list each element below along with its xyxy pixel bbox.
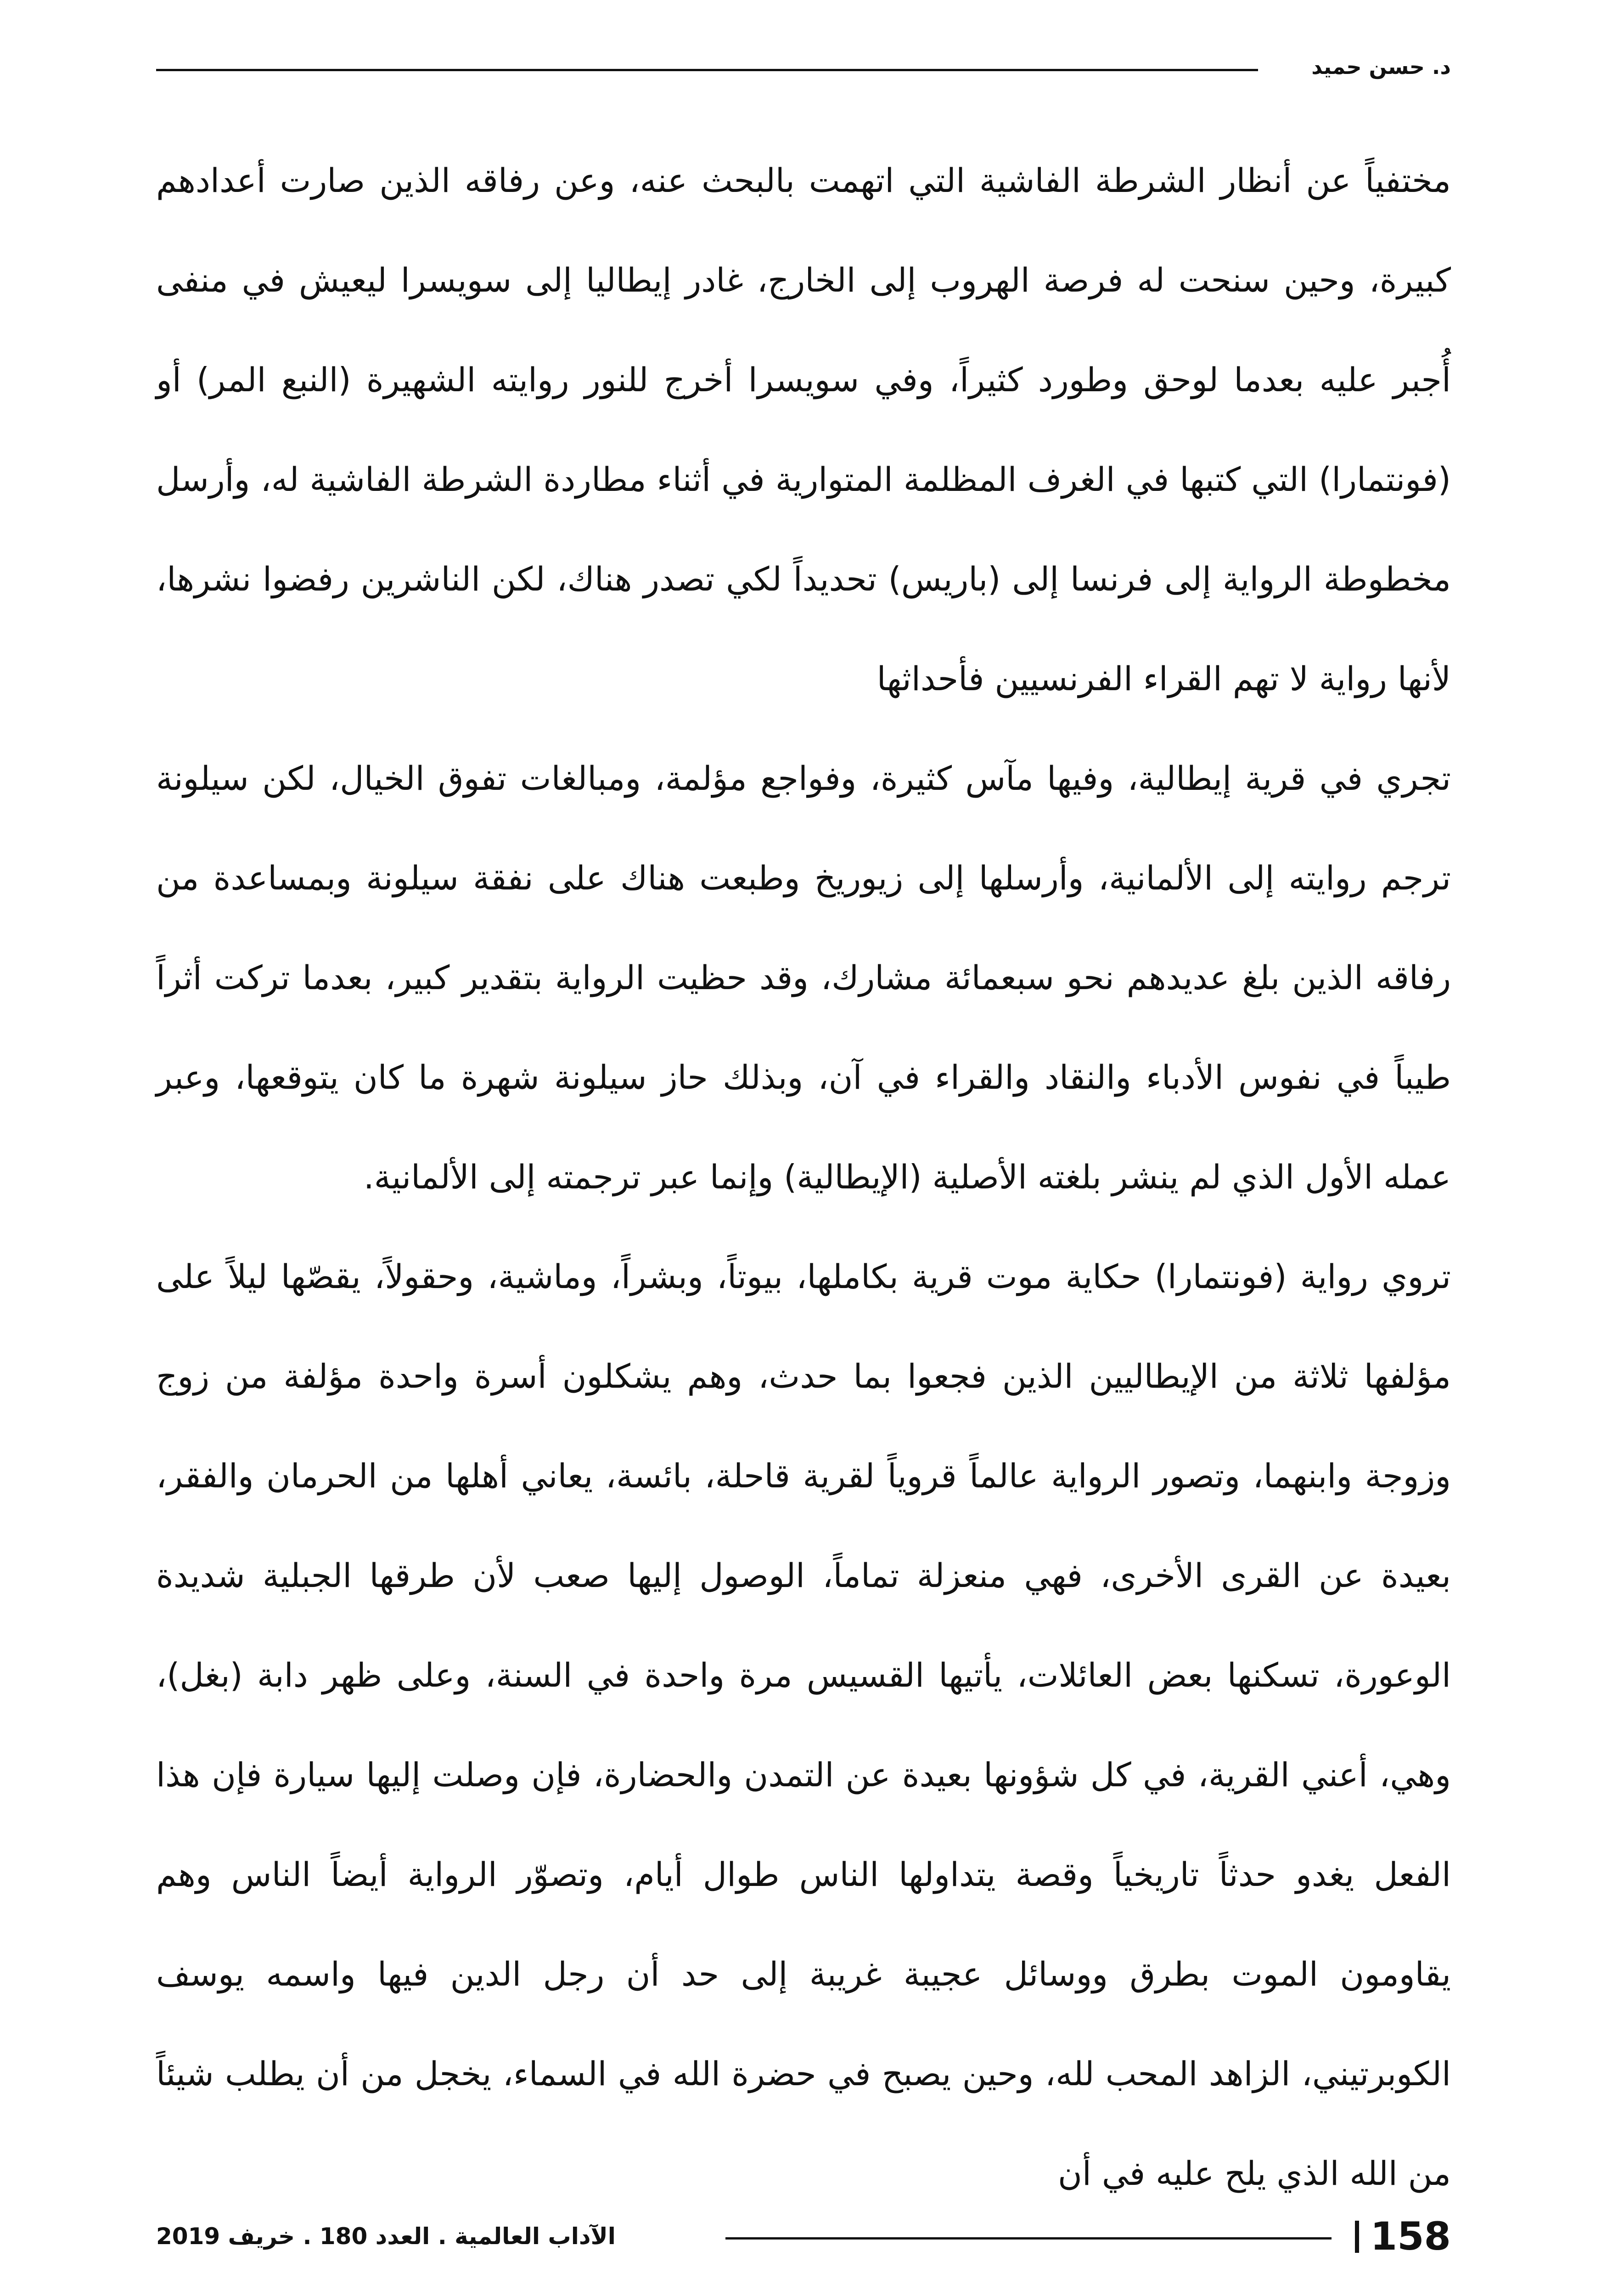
page-footer xyxy=(156,2213,1451,2259)
page-header xyxy=(156,51,1451,83)
header-rule xyxy=(156,69,1258,71)
journal-issue-info: الآداب العالمية . العدد 180 . خريف 2019 xyxy=(156,2223,616,2250)
paragraph-3: تروي رواية (فونتمارا) حكاية موت قرية بكاملها، بيوتاً، وبشراً، وماشية، وحقولاً، يقصّها ليلاً على مؤلفها ثلاثة من الإيطاليين الذين فجعوا بما حدث، وهم يشكلون أسرة واحدة مؤلفة من زوج وزوجة وابنهما، وتصور الرواية عالماً قروياً لقرية قاحلة، بائسة، يعاني أهلها من الحرمان والفقر، بعيدة عن القرى الأخرى، فهي منعزلة تماماً، الوصول إليها صعب لأن طرقها الجبلية شديدة الوعورة، تسكنها بعض العائلات، يأتيها القسيس مرة واحدة في السنة، وعلى ظهر دابة (بغل)، وهي، أعني القرية، في كل شؤونها بعيدة عن التمدن والحضارة، فإن وصلت إليها سيارة فإن هذا الفعل يغدو حدثاً تاريخياً وقصة يتداولها الناس طوال أيام، وتصوّر الرواية أيضاً الناس وهم يقاومون الموت بطرق ووسائل عجيبة غريبة إلى حد أن رجل الدين فيها واسمه يوسف الكوبرتيني، الزاهد المحب لله، وحين يصبح في حضرة الله في السماء، يخجل من أن يطلب شيئاً من الله الذي يلح عليه في أن xyxy=(156,1257,1451,2193)
page-number-divider xyxy=(1355,2221,1359,2253)
article-body xyxy=(156,131,1451,2223)
paragraph-1: مختفياً عن أنظار الشرطة الفاشية التي اتهمت بالبحث عنه، وعن رفاقه الذين صارت أعدادهم كبيرة، وحين سنحت له فرصة الهروب إلى الخارج، غادر إيطاليا إلى سويسرا ليعيش في منفى أُجبر عليه بعدما لوحق وطورد كثيراً، وفي سويسرا أخرج للنور روايته الشهيرة (النبع المر) أو (فونتمارا) التي كتبها في الغرف المظلمة المتوارية في أثناء مطاردة الشرطة الفاشية له، وأرسل مخطوطة الرواية إلى فرنسا إلى (باريس) تحديداً لكي تصدر هناك، لكن الناشرين رفضوا نشرها، لأنها رواية لا تهم القراء الفرنسيين فأحداثها xyxy=(156,161,1451,698)
footer-rule xyxy=(725,2237,1332,2240)
page-number: 158 xyxy=(1370,2214,1451,2259)
author-name: د. حسن حميد xyxy=(1311,54,1451,79)
paragraph-2: تجري في قرية إيطالية، وفيها مآس كثيرة، وفواجع مؤلمة، ومبالغات تفوق الخيال، لكن سيلونة ترجم روايته إلى الألمانية، وأرسلها إلى زيوريخ وطبعت هناك على نفقة سيلونة وبمساعدة من رفاقه الذين بلغ عديدهم نحو سبعمائة مشارك، وقد حظيت الرواية بتقدير كبير، بعدما تركت أثراً طيباً في نفوس الأدباء والنقاد والقراء في آن، وبذلك حاز سيلونة شهرة ما كان يتوقعها، وعبر عمله الأول الذي لم ينشر بلغته الأصلية (الإيطالية) وإنما عبر ترجمته إلى الألمانية. xyxy=(156,759,1451,1196)
